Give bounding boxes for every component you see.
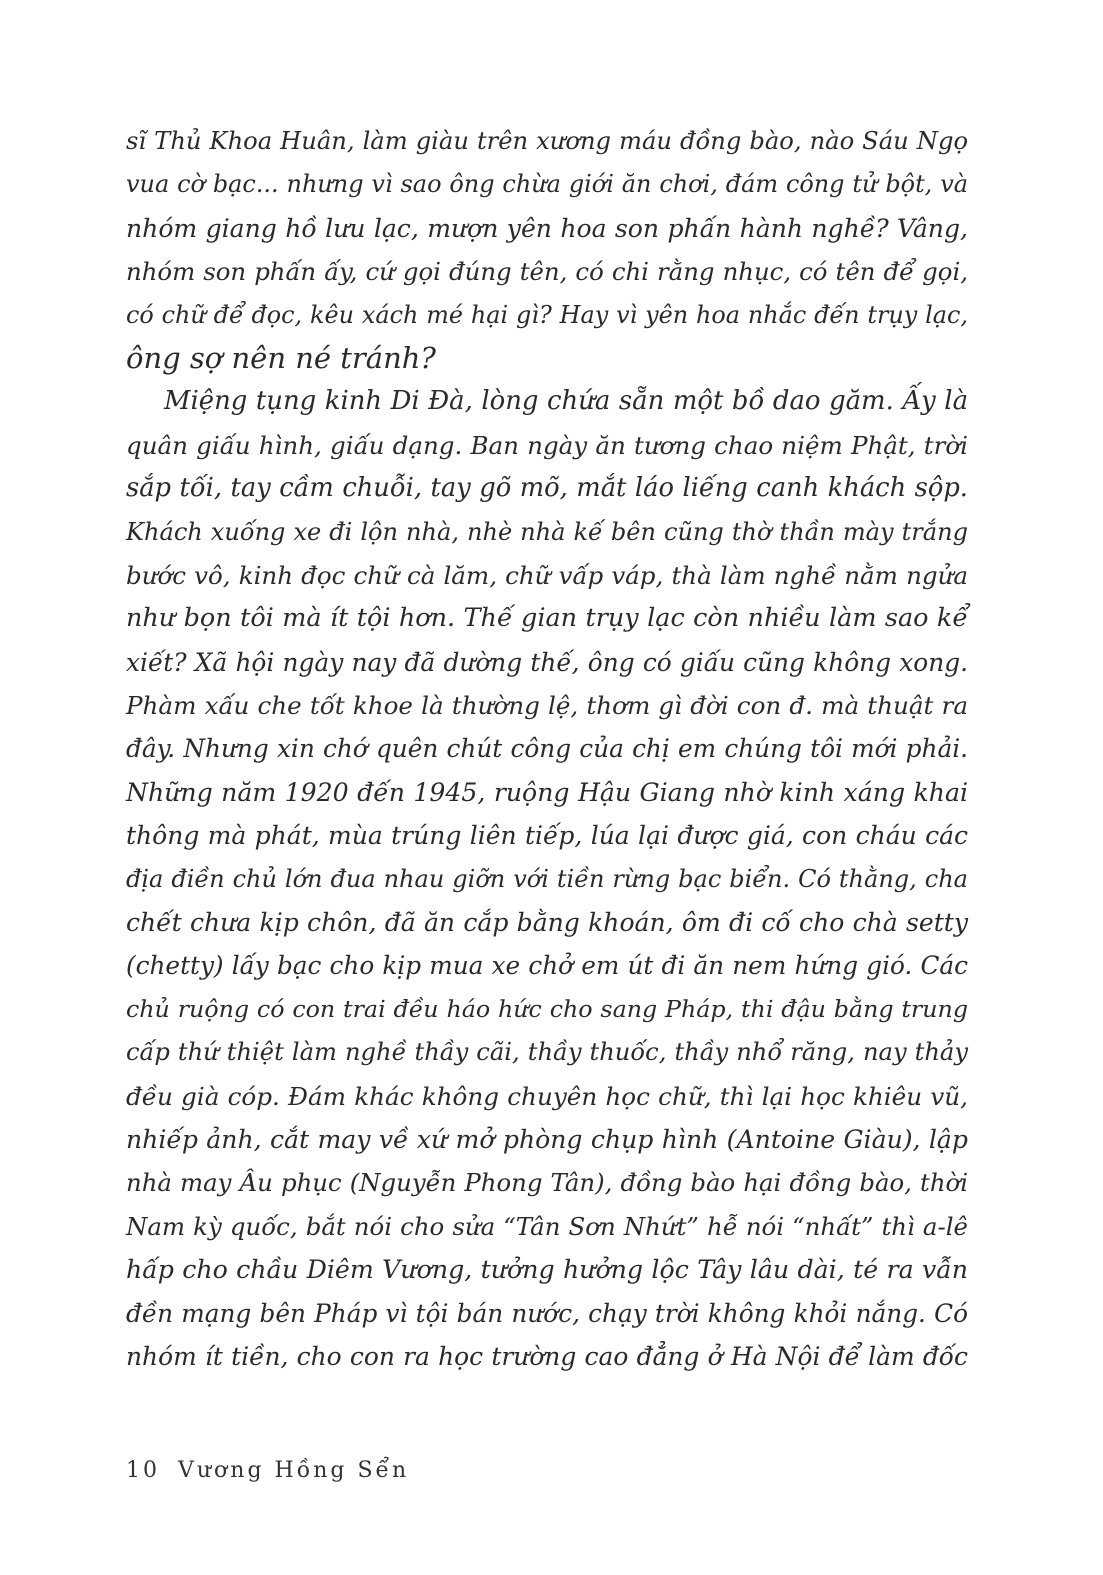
- text-line: vua cờ bạc... nhưng vì sao ông chừa giới ăn chơi, đám công tử bột, và: [126, 170, 968, 199]
- text-line: địa điền chủ lớn đua nhau giỡn với tiền rừng bạc biển. Có thằng, cha: [126, 864, 968, 893]
- body-text: [126, 120, 968, 1378]
- running-footer-author: Vương Hồng Sển: [178, 1458, 410, 1483]
- text-line: cấp thứ thiệt làm nghề thầy cãi, thầy thuốc, thầy nhổ răng, nay thảy: [126, 1038, 968, 1067]
- text-line: bước vô, kinh đọc chữ cà lăm, chữ vấp váp, thà làm nghề nằm ngửa: [126, 560, 968, 590]
- text-line: nhiếp ảnh, cắt may về xứ mở phòng chụp hình (Antoine Giàu), lập: [126, 1124, 968, 1154]
- text-line: xiết? Xã hội ngày nay đã dường thế, ông có giấu cũng không xong.: [126, 647, 968, 677]
- text-line: đều già cóp. Đám khác không chuyên học chữ, thì lại học khiêu vũ,: [126, 1081, 968, 1111]
- text-line: hấp cho chầu Diêm Vương, tưởng hưởng lộc Tây lâu dài, té ra vẫn: [126, 1255, 968, 1285]
- text-line: đây. Nhưng xin chớ quên chút công của chị em chúng tôi mới phải.: [126, 734, 968, 764]
- text-line: Khách xuống xe đi lộn nhà, nhè nhà kế bên cũng thờ thần mày trắng: [126, 517, 968, 546]
- text-line: chủ ruộng có con trai đều háo hức cho sang Pháp, thi đậu bằng trung: [126, 994, 968, 1023]
- text-line: nhóm giang hồ lưu lạc, mượn yên hoa son phấn hành nghề? Vâng,: [126, 213, 968, 243]
- text-line: Nam kỳ quốc, bắt nói cho sửa “Tân Sơn Nhứt” hễ nói “nhất” thì a-lê: [126, 1211, 968, 1241]
- text-line: sắp tối, tay cầm chuỗi, tay gõ mõ, mắt láo liếng canh khách sộp.: [126, 473, 968, 504]
- text-line: Phàm xấu che tốt khoe là thường lệ, thơm gì đời con đ. mà thuật ra: [126, 691, 968, 721]
- text-line: nhóm ít tiền, cho con ra học trường cao đẳng ở Hà Nội để làm đốc: [126, 1341, 968, 1371]
- text-line: như bọn tôi mà ít tội hơn. Thế gian trụy lạc còn nhiều làm sao kể: [126, 603, 968, 634]
- page-number: 10: [126, 1458, 160, 1483]
- text-line: có chữ để đọc, kêu xách mé hại gì? Hay vì yên hoa nhắc đến trụy lạc,: [126, 300, 968, 329]
- text-line: quân giấu hình, giấu dạng. Ban ngày ăn tương chao niệm Phật, trời: [126, 430, 968, 460]
- text-line: Những năm 1920 đến 1945, ruộng Hậu Giang nhờ kinh xáng khai: [126, 777, 968, 807]
- text-line: Miệng tụng kinh Di Đà, lòng chứa sẵn một bồ dao găm. Ấy là: [164, 386, 968, 417]
- text-line: thông mà phát, mùa trúng liên tiếp, lúa lại được giá, con cháu các: [126, 821, 968, 851]
- text-line: sĩ Thủ Khoa Huân, làm giàu trên xương máu đồng bào, nào Sáu Ngọ: [126, 127, 968, 155]
- text-line: ông sợ nên né tránh?: [126, 340, 436, 375]
- text-line: nhóm son phấn ấy, cứ gọi đúng tên, có chi rằng nhục, có tên để gọi,: [126, 257, 968, 287]
- text-line: chết chưa kịp chôn, đã ăn cắp bằng khoán, ôm đi cố cho chà setty: [126, 908, 968, 938]
- page-footer: [126, 1458, 409, 1483]
- text-line: nhà may Âu phục (Nguyễn Phong Tân), đồng bào hại đồng bào, thời: [126, 1168, 968, 1198]
- text-line: đền mạng bên Pháp vì tội bán nước, chạy trời không khỏi nắng. Có: [126, 1298, 968, 1328]
- text-line: (chetty) lấy bạc cho kịp mua xe chở em út đi ăn nem hứng gió. Các: [126, 951, 968, 981]
